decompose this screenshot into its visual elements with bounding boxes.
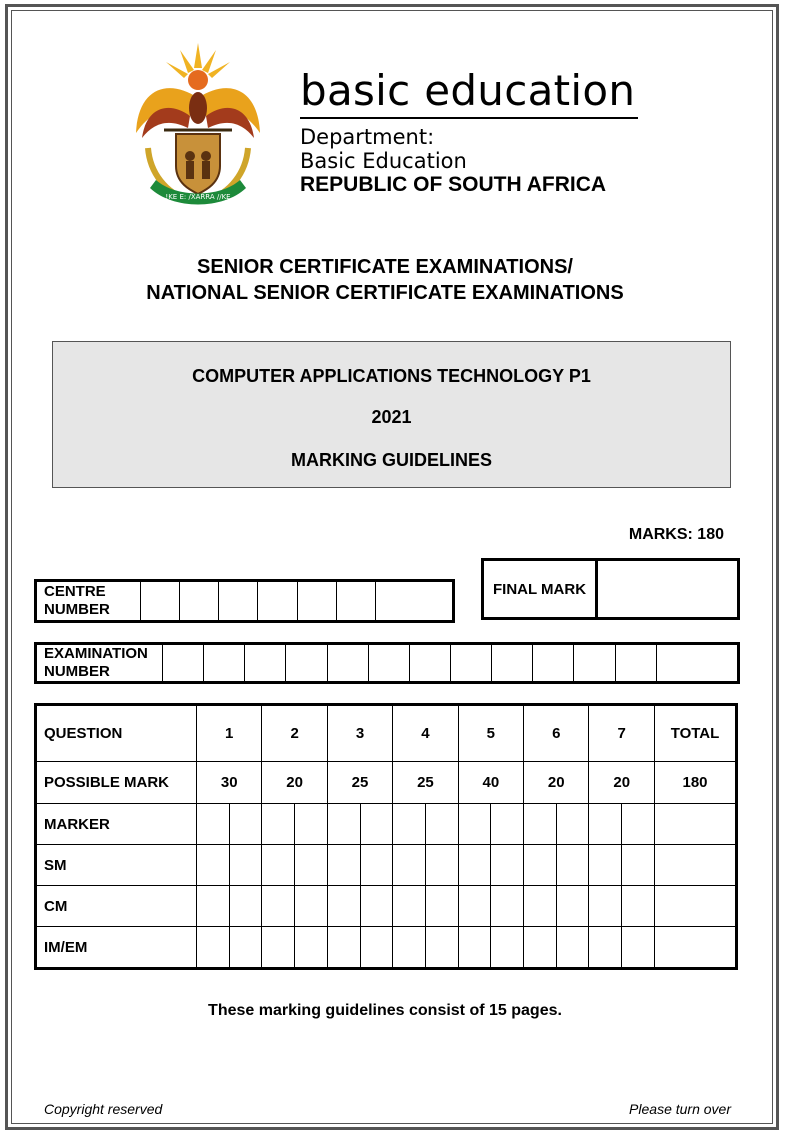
cm-row — [36, 886, 737, 927]
im-em-label: IM/EM — [36, 927, 197, 969]
mark-cell[interactable] — [556, 886, 589, 927]
examination-number-cell[interactable] — [204, 644, 245, 683]
mark-cell[interactable] — [295, 804, 328, 845]
marker-row — [36, 804, 737, 845]
mark-cell[interactable] — [589, 927, 622, 969]
mark-cell[interactable] — [393, 845, 426, 886]
mark-cell[interactable] — [197, 845, 230, 886]
examination-number-cell[interactable] — [656, 644, 738, 683]
mark-cell[interactable] — [458, 804, 491, 845]
mark-cell[interactable] — [393, 804, 426, 845]
mark-cell[interactable] — [262, 804, 295, 845]
total-cell[interactable] — [655, 886, 737, 927]
copyright-note: Copyright reserved — [44, 1101, 163, 1117]
final-mark-box — [481, 558, 740, 620]
total-marks: MARKS: 180 — [628, 526, 724, 543]
centre-number-cell[interactable] — [297, 581, 336, 622]
mark-cell[interactable] — [458, 886, 491, 927]
mark-cell[interactable] — [458, 927, 491, 969]
centre-number-cell[interactable] — [258, 581, 297, 622]
mark-cell[interactable] — [197, 927, 230, 969]
mark-cell[interactable] — [229, 804, 262, 845]
question-number: 4 — [393, 705, 458, 762]
total-label: TOTAL — [655, 705, 737, 762]
mark-cell[interactable] — [524, 845, 557, 886]
mark-cell[interactable] — [524, 804, 557, 845]
possible-mark-total: 180 — [655, 762, 737, 804]
mark-cell[interactable] — [589, 886, 622, 927]
possible-mark-value: 25 — [393, 762, 458, 804]
mark-cell[interactable] — [491, 927, 524, 969]
possible-mark-value: 20 — [524, 762, 589, 804]
mark-cell[interactable] — [295, 927, 328, 969]
document-type: MARKING GUIDELINES — [290, 450, 492, 470]
mark-cell[interactable] — [589, 845, 622, 886]
mark-cell[interactable] — [295, 886, 328, 927]
paper-title-box — [52, 341, 731, 488]
mark-cell[interactable] — [622, 845, 655, 886]
possible-mark-value: 25 — [327, 762, 392, 804]
mark-cell[interactable] — [491, 845, 524, 886]
centre-number-grid — [34, 579, 455, 623]
examination-number-cell[interactable] — [286, 644, 327, 683]
total-cell[interactable] — [655, 845, 737, 886]
mark-cell[interactable] — [556, 927, 589, 969]
subject-title: COMPUTER APPLICATIONS TECHNOLOGY P1 — [192, 366, 591, 386]
question-row — [36, 705, 737, 762]
final-mark-label: FINAL MARK — [484, 561, 598, 617]
mark-cell[interactable] — [262, 886, 295, 927]
question-label: QUESTION — [36, 705, 197, 762]
mark-cell[interactable] — [262, 845, 295, 886]
paper-year: 2021 — [371, 407, 412, 427]
exam-title-line1: SENIOR CERTIFICATE EXAMINATIONS/ — [197, 256, 573, 278]
mark-cell[interactable] — [458, 845, 491, 886]
mark-cell[interactable] — [425, 886, 458, 927]
mark-cell[interactable] — [491, 886, 524, 927]
examination-number-cell[interactable] — [245, 644, 286, 683]
centre-number-cell[interactable] — [375, 581, 453, 622]
cm-label: CM — [36, 886, 197, 927]
brand-divider — [300, 117, 638, 119]
crest-motto: !KE E: /XARRA //KE — [165, 193, 231, 201]
examination-number-cell[interactable] — [492, 644, 533, 683]
turn-over-note: Please turn over — [629, 1101, 731, 1117]
centre-number-cell[interactable] — [141, 581, 180, 622]
mark-cell[interactable] — [622, 886, 655, 927]
sm-label: SM — [36, 845, 197, 886]
pages-note: These marking guidelines consist of 15 pages. — [208, 1002, 562, 1019]
question-number: 2 — [262, 705, 327, 762]
final-mark-field[interactable] — [598, 561, 737, 617]
question-number: 5 — [458, 705, 523, 762]
country-name: REPUBLIC OF SOUTH AFRICA — [300, 173, 607, 196]
mark-cell[interactable] — [360, 886, 393, 927]
mark-cell[interactable] — [327, 804, 360, 845]
mark-cell[interactable] — [327, 845, 360, 886]
examination-number-cell[interactable] — [163, 644, 204, 683]
mark-table — [34, 703, 738, 970]
mark-cell[interactable] — [622, 804, 655, 845]
mark-cell[interactable] — [262, 927, 295, 969]
mark-cell[interactable] — [327, 886, 360, 927]
im-em-row — [36, 927, 737, 969]
brand-title: basic education — [300, 66, 636, 115]
mark-cell[interactable] — [425, 845, 458, 886]
examination-number-cell[interactable] — [615, 644, 656, 683]
total-cell[interactable] — [655, 804, 737, 845]
examination-number-cell[interactable] — [450, 644, 491, 683]
examination-number-grid — [34, 642, 740, 684]
mark-cell[interactable] — [393, 927, 426, 969]
marker-label: MARKER — [36, 804, 197, 845]
mark-cell[interactable] — [360, 845, 393, 886]
possible-mark-value: 30 — [197, 762, 262, 804]
examination-number-cell[interactable] — [574, 644, 615, 683]
question-number: 3 — [327, 705, 392, 762]
mark-cell[interactable] — [622, 927, 655, 969]
possible-mark-value: 20 — [262, 762, 327, 804]
department-label: Department: — [300, 125, 435, 149]
mark-cell[interactable] — [197, 886, 230, 927]
mark-cell[interactable] — [524, 886, 557, 927]
mark-cell[interactable] — [229, 927, 262, 969]
mark-cell[interactable] — [360, 927, 393, 969]
department-name: Basic Education — [300, 149, 467, 173]
mark-cell[interactable] — [229, 845, 262, 886]
question-number: 1 — [197, 705, 262, 762]
mark-cell[interactable] — [425, 804, 458, 845]
mark-cell[interactable] — [229, 886, 262, 927]
mark-cell[interactable] — [556, 845, 589, 886]
mark-cell[interactable] — [327, 927, 360, 969]
examination-number-cell[interactable] — [368, 644, 409, 683]
exam-title-line2: NATIONAL SENIOR CERTIFICATE EXAMINATIONS — [146, 282, 624, 304]
possible-mark-value: 40 — [458, 762, 523, 804]
centre-number-cell[interactable] — [219, 581, 258, 622]
possible-mark-value: 20 — [589, 762, 655, 804]
possible-mark-label: POSSIBLE MARK — [36, 762, 197, 804]
mark-cell[interactable] — [425, 927, 458, 969]
examination-number-label: EXAMINATION NUMBER — [36, 644, 163, 683]
examination-number-cell[interactable] — [409, 644, 450, 683]
centre-number-cell[interactable] — [180, 581, 219, 622]
question-number: 6 — [524, 705, 589, 762]
centre-number-cell[interactable] — [336, 581, 375, 622]
mark-cell[interactable] — [295, 845, 328, 886]
total-cell[interactable] — [655, 927, 737, 969]
mark-cell[interactable] — [556, 804, 589, 845]
sm-row — [36, 845, 737, 886]
question-number: 7 — [589, 705, 655, 762]
examination-number-cell[interactable] — [533, 644, 574, 683]
examination-number-cell[interactable] — [327, 644, 368, 683]
mark-cell[interactable] — [491, 804, 524, 845]
mark-cell[interactable] — [197, 804, 230, 845]
possible-mark-row — [36, 762, 737, 804]
mark-cell[interactable] — [360, 804, 393, 845]
mark-cell[interactable] — [524, 927, 557, 969]
coat-of-arms-icon — [128, 38, 268, 208]
centre-number-label: CENTRE NUMBER — [36, 581, 141, 622]
mark-cell[interactable] — [589, 804, 622, 845]
mark-cell[interactable] — [393, 886, 426, 927]
